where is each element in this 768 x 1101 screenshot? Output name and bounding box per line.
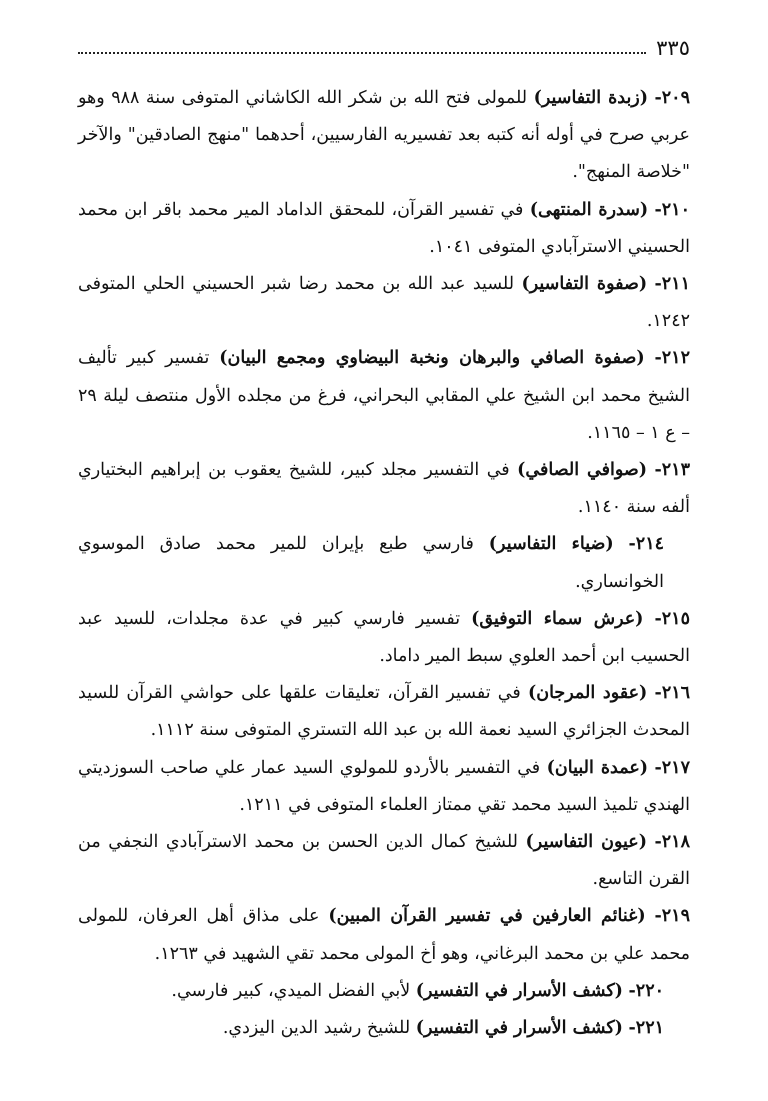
entry-text: في التفسير بالأردو للمولوي السيد عمار علي صاحب السوزديتي الهندي تلميذ السيد محمد تقي ممتاز العلماء المتوفى في ١٢١١. [78, 757, 690, 815]
entry-title: (صفوة التفاسير) [521, 274, 648, 295]
entry-number: ٢١٤- [628, 534, 664, 555]
entry-title: (عقود المرجان) [527, 683, 648, 704]
entry-item [78, 1010, 690, 1047]
entry-number: ٢١٧- [654, 757, 690, 778]
entry-title: (غنائم العارفين في تفسير القرآن المبين) [328, 906, 646, 927]
entry-title: (صوافي الصافي) [517, 460, 648, 481]
entry-title: (زبدة التفاسير) [533, 88, 649, 108]
entry-item [78, 340, 690, 452]
entry-item [78, 601, 690, 675]
entry-number: ٢٢٠- [628, 980, 664, 1001]
entry-number: ٢١٨- [654, 832, 690, 853]
entry-item [78, 675, 690, 749]
entry-number: ٢١٩- [654, 906, 690, 927]
entry-item [78, 526, 690, 600]
entry-item [78, 973, 690, 1010]
entry-item [78, 266, 690, 340]
entry-text: للسيد عبد الله بن محمد رضا شبر الحسيني الحلي المتوفى ١٢٤٢. [78, 274, 690, 332]
entry-text: في التفسير مجلد كبير، للشيخ يعقوب بن إبراهيم البختياري ألفه سنة ١١٤٠. [78, 460, 690, 518]
page-number: ٣٣٥ [656, 36, 690, 60]
entry-item [78, 192, 690, 266]
entry-title: (عرش سماء التوفيق) [471, 608, 644, 629]
entry-text: فارسي طبع بإيران للمير محمد صادق الموسوي الخوانساري. [78, 534, 664, 592]
entry-title: (صفوة الصافي والبرهان ونخبة البيضاوي ومجمع البيان) [219, 348, 645, 369]
entry-item [78, 898, 690, 972]
entry-title: (عيون التفاسير) [525, 832, 647, 853]
entry-item [78, 750, 690, 824]
entry-title: (كشف الأسرار في التفسير) [415, 980, 623, 1001]
entry-number: ٢١٦- [654, 683, 691, 704]
entry-text: للمولى فتح الله بن شكر الله الكاشاني المتوفى سنة ٩٨٨ وهو عربي صرح في أوله أنه كتبه بعد تفسيريه الفارسيين، أحدهما "منهج الصادقين" والآخر "خلاصة المنهج". [78, 88, 690, 183]
entry-text: في تفسير القرآن، للمحقق الداماد المير محمد باقر ابن محمد الحسيني الاسترآبادي المتوفى ١٠٤١. [78, 199, 690, 257]
header-dotted-rule [78, 52, 646, 54]
entry-text: للشيخ كمال الدين الحسن بن محمد الاسترآبادي النجفي من القرن التاسع. [78, 832, 690, 890]
entry-title: (سدرة المنتهى) [529, 199, 649, 220]
entry-item [78, 824, 690, 898]
entry-title: (كشف الأسرار في التفسير) [415, 1018, 623, 1039]
entry-text: على مذاق أهل العرفان، للمولى محمد علي بن محمد البرغاني، وهو أخ المولى محمد تقي الشهيد في ١٢٦٣. [78, 906, 690, 964]
entry-item [78, 80, 690, 192]
entry-number: ٢١٢- [654, 348, 690, 369]
entry-list [78, 80, 690, 1047]
entry-text: لأبي الفضل الميدي، كبير فارسي. [171, 980, 411, 1001]
document-page [78, 28, 690, 1047]
entry-text: في تفسير القرآن، تعليقات علقها على حواشي القرآن للسيد المحدث الجزائري السيد نعمة الله بن عبد الله التستري المتوفى سنة ١١١٢. [78, 683, 690, 741]
entry-number: ٢١٣- [654, 460, 690, 481]
entry-number: ٢٢١- [628, 1018, 664, 1039]
entry-number: ٢٠٩- [654, 88, 690, 108]
entry-text: تفسير فارسي كبير في عدة مجلدات، للسيد عبد الحسيب ابن أحمد العلوي سبط المير داماد. [78, 608, 690, 667]
entry-item [78, 452, 690, 526]
entry-number: ٢١١- [654, 274, 690, 295]
entry-text: تفسير كبير تأليف الشيخ محمد ابن الشيخ علي المقابي البحراني، فرغ من مجلده الأول منتصف ليلة ٢٩ – ع ١ – ١١٦٥. [78, 348, 690, 443]
entry-number: ٢١٠- [654, 199, 690, 220]
entry-title: (ضياء التفاسير) [488, 534, 614, 555]
page-header [78, 28, 690, 60]
entry-number: ٢١٥- [654, 608, 690, 629]
entry-title: (عمدة البيان) [546, 757, 649, 778]
entry-text: للشيخ رشيد الدين اليزدي. [222, 1018, 411, 1039]
